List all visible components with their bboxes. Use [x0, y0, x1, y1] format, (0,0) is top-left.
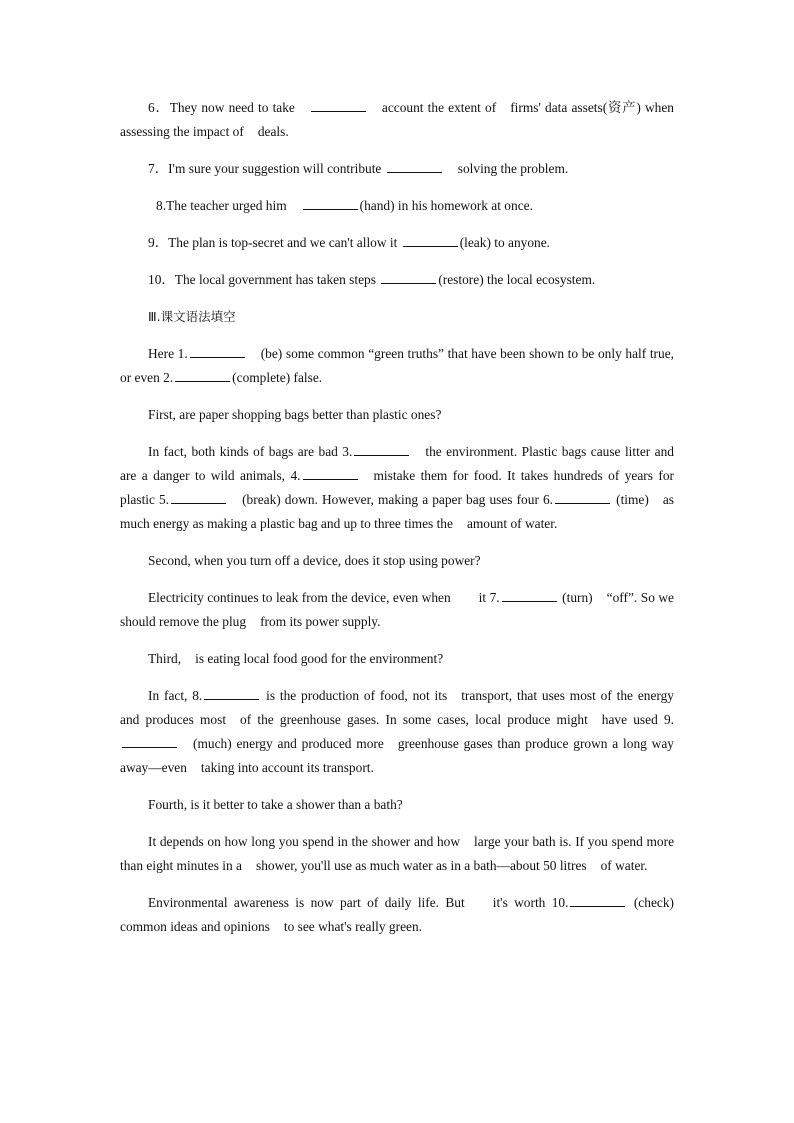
passage-text: taking into account its transport.: [200, 760, 374, 775]
question-text: account the extent of: [381, 100, 497, 115]
passage-paragraph-10: [120, 891, 674, 939]
passage-text: of water.: [600, 858, 648, 873]
passage-paragraph-8: Fourth, is it better to take a shower than a bath?: [148, 797, 403, 812]
passage-text: transport, that uses most of the energy and produces most: [120, 688, 675, 727]
passage-text: is eating local food good for the environment?: [195, 651, 444, 666]
question-text: I'm sure your suggestion will contribute: [168, 161, 382, 176]
question-number: 6．: [148, 100, 170, 115]
passage-text: (be) some common “green truths” that have been shown to be only half true, or even 2.: [120, 346, 674, 385]
passage-text: (break) down. However, making a paper bag uses four 6.: [242, 492, 554, 507]
passage-text: amount of water.: [466, 516, 558, 531]
passage-text: It depends on how long you spend in the shower and how: [148, 834, 461, 849]
passage-text: from its power supply.: [260, 614, 381, 629]
passage-text: the environment. Plastic bags cause litter and are a danger to wild animals, 4.: [120, 444, 674, 483]
answer-blank[interactable]: [311, 96, 366, 112]
question-text: when assessing the impact of: [120, 100, 674, 139]
passage-text: as much energy as making a plastic bag and up to three times the: [120, 492, 674, 531]
answer-blank[interactable]: [502, 586, 557, 602]
question-text: The local government has taken steps: [174, 272, 376, 287]
question-text: (leak) to anyone.: [459, 235, 551, 250]
answer-blank[interactable]: [570, 891, 625, 907]
section-title: Ⅲ.课文语法填空: [148, 309, 236, 324]
question-number: 8.: [156, 198, 167, 213]
answer-blank[interactable]: [303, 194, 358, 210]
answer-blank[interactable]: [190, 342, 245, 358]
passage-paragraph-9: [120, 830, 674, 878]
passage-text: of the greenhouse gases. In some cases, local produce might: [240, 712, 588, 727]
question-text: deals.: [257, 124, 289, 139]
passage-text: is the production of food, not its: [266, 688, 448, 703]
question-text: They now need to take: [169, 100, 295, 115]
passage-paragraph-7: [120, 684, 674, 780]
passage-paragraph-2: First, are paper shopping bags better than plastic ones?: [148, 407, 442, 422]
passage-text: mistake them for food. It takes hundreds of years for plastic 5.: [120, 468, 674, 507]
question-text: The teacher urged him: [166, 198, 287, 213]
question-7: [120, 157, 674, 181]
passage-text: In fact, 8.: [148, 688, 203, 703]
passage-text: it 7.: [478, 590, 500, 605]
passage-text: Environmental awareness is now part of daily life. But: [148, 895, 465, 910]
question-10: [120, 268, 674, 292]
question-text: The plan is top-secret and we can't allow it: [168, 235, 398, 250]
passage-text: (much) energy and produced more: [193, 736, 384, 751]
passage-paragraph-5: [120, 586, 674, 634]
answer-blank[interactable]: [204, 684, 259, 700]
answer-blank[interactable]: [171, 488, 226, 504]
passage-text: shower, you'll use as much water as in a bath—about 50 litres: [255, 858, 587, 873]
answer-blank[interactable]: [303, 464, 358, 480]
passage-text: (turn): [562, 590, 593, 605]
passage-text: Here 1.: [148, 346, 188, 361]
answer-blank[interactable]: [354, 440, 409, 456]
question-number: 9．: [148, 235, 169, 250]
question-text: (restore) the local ecosystem.: [438, 272, 596, 287]
passage-text: Electricity continues to leak from the device, even when: [148, 590, 451, 605]
answer-blank[interactable]: [175, 366, 230, 382]
passage-text: (complete) false.: [232, 370, 323, 385]
passage-text: (time): [616, 492, 649, 507]
question-text: solving the problem.: [457, 161, 569, 176]
question-6: [120, 96, 674, 144]
answer-blank[interactable]: [122, 732, 177, 748]
passage-paragraph-3: [120, 440, 674, 536]
worksheet-page: [120, 96, 674, 952]
question-text: firms' data assets(资产): [510, 100, 641, 115]
passage-text: it's worth 10.: [492, 895, 569, 910]
passage-paragraph-1: [120, 342, 674, 390]
answer-blank[interactable]: [555, 488, 610, 504]
passage-text: (check) common ideas and opinions: [120, 895, 674, 934]
passage-text: “off”. So we should remove the plug: [120, 590, 674, 629]
question-text: (hand) in his homework at once.: [359, 198, 533, 213]
question-number: 7．: [148, 161, 169, 176]
answer-blank[interactable]: [403, 231, 458, 247]
passage-text: greenhouse gases than produce grown a long way away—even: [120, 736, 674, 775]
answer-blank[interactable]: [387, 157, 442, 173]
passage-text: Third,: [148, 651, 182, 666]
question-9: [120, 231, 674, 255]
passage-text: to see what's really green.: [283, 919, 423, 934]
passage-paragraph-4: Second, when you turn off a device, does it stop using power?: [148, 553, 481, 568]
passage-paragraph-6: [120, 647, 674, 671]
answer-blank[interactable]: [381, 268, 436, 284]
passage-text: In fact, both kinds of bags are bad 3.: [148, 444, 353, 459]
question-8: [120, 194, 674, 218]
question-number: 10．: [148, 272, 175, 287]
passage-text: have used 9.: [601, 712, 674, 727]
passage-text: large your bath is. If you spend more than eight minutes in a: [120, 834, 675, 873]
